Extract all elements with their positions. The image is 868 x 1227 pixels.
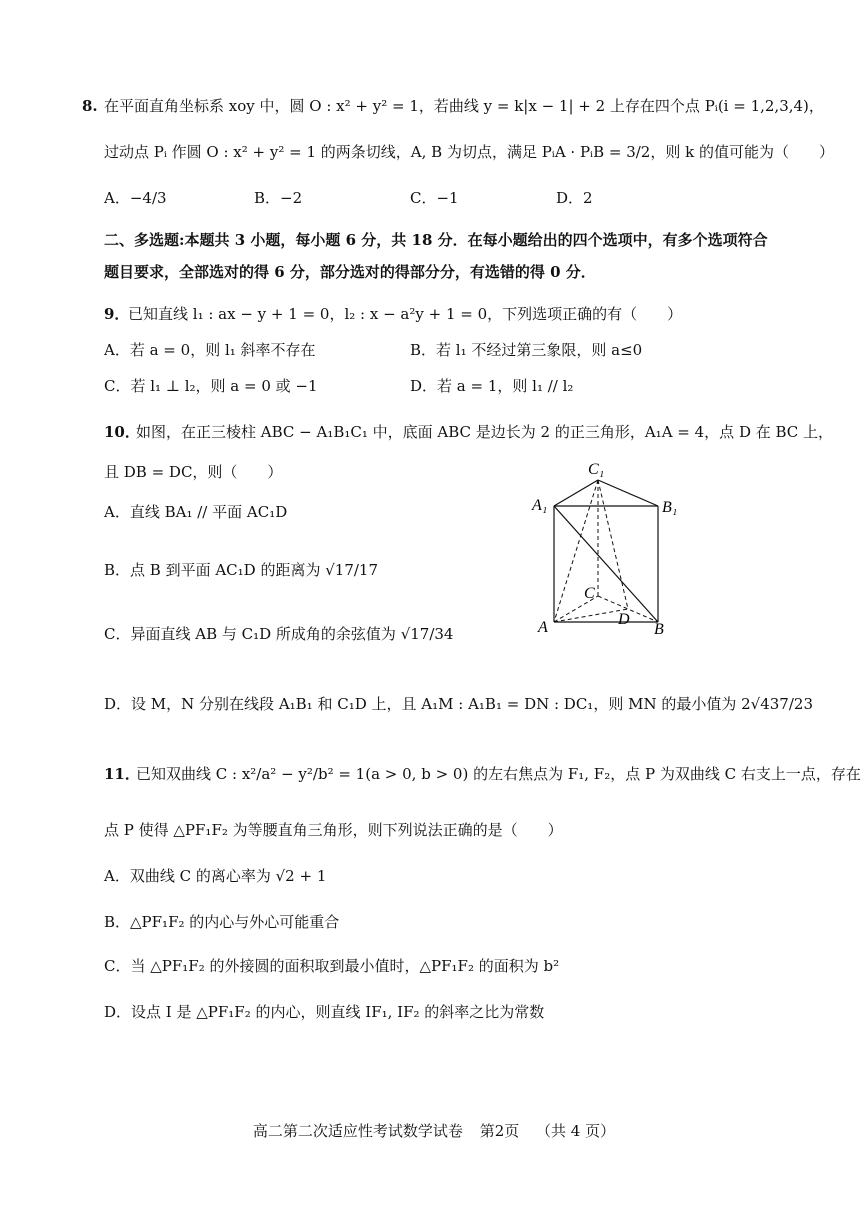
- label-a: A: [538, 619, 548, 636]
- q10-option-d: D．设 M，N 分别在线段 A₁B₁ 和 C₁D 上，且 A₁M : A₁B₁ = DN : DC₁，则 MN 的最小值为 2√437/23: [104, 695, 813, 713]
- footer-page: 第2页: [479, 1122, 520, 1140]
- q11-option-c: C．当 △PF₁F₂ 的外接圆的面积取到最小值时，△PF₁F₂ 的面积为 b²: [104, 957, 560, 975]
- q8-option-c: C．−1: [410, 189, 459, 207]
- q11-option-d: D．设点 I 是 △PF₁F₂ 的内心，则直线 IF₁, IF₂ 的斜率之比为常数: [104, 1003, 545, 1021]
- q11-number: 11．: [104, 765, 140, 783]
- q9-option-d: D．若 a = 1，则 l₁ // l₂: [410, 377, 574, 395]
- q10-stem-line1: 如图，在正三棱柱 ABC − A₁B₁C₁ 中，底面 ABC 是边长为 2 的正三角形，A₁A = 4，点 D 在 BC 上，: [136, 423, 834, 441]
- q11-stem-line2: 点 P 使得 △PF₁F₂ 为等腰直角三角形，则下列说法正确的是（ ）: [104, 821, 563, 839]
- section2-heading-line2: 题目要求，全部选对的得 6 分，部分选对的得部分分，有选错的得 0 分．: [104, 263, 596, 281]
- q11-option-a: A．双曲线 C 的离心率为 √2 + 1: [104, 867, 327, 885]
- q9-number: 9．: [104, 305, 130, 323]
- q8-number: 8.: [82, 97, 98, 115]
- q10-number: 10．: [104, 423, 140, 441]
- label-c1: C₁: [588, 461, 605, 478]
- q9-option-b: B．若 l₁ 不经过第三象限，则 a≤0: [410, 341, 643, 359]
- q8-option-a: A．−4/3: [104, 189, 167, 207]
- q8-option-d: D．2: [556, 189, 593, 207]
- q9-stem: 已知直线 l₁ : ax − y + 1 = 0，l₂ : x − a²y + 1 = 0，下列选项正确的有（ ）: [128, 305, 683, 323]
- q10-option-b: B．点 B 到平面 AC₁D 的距离为 √17/17: [104, 561, 379, 579]
- section2-heading-line1: 二、多选题:本题共 3 小题，每小题 6 分，共 18 分．在每小题给出的四个选项中，有多个选项符合: [104, 231, 768, 249]
- page-footer: [0, 1120, 868, 1141]
- label-a1: A₁: [532, 497, 548, 514]
- footer-total: （共 4 页）: [536, 1122, 616, 1140]
- q10-option-a: A．直线 BA₁ // 平面 AC₁D: [104, 503, 288, 521]
- label-c: C: [584, 585, 595, 602]
- q8-option-b: B．−2: [254, 189, 303, 207]
- q11-stem-line1: 已知双曲线 C : x²/a² − y²/b² = 1(a > 0, b > 0) 的左右焦点为 F₁, F₂，点 P 为双曲线 C 右支上一点，存在: [136, 765, 861, 783]
- q8-stem-line1: 在平面直角坐标系 xoy 中，圆 O : x² + y² = 1，若曲线 y = k|x − 1| + 2 上存在四个点 Pᵢ(i = 1,2,3,4)，: [104, 97, 824, 115]
- footer-title: 高二第二次适应性考试数学试卷: [252, 1122, 463, 1140]
- label-b: B: [654, 621, 664, 638]
- q9-option-a: A．若 a = 0，则 l₁ 斜率不存在: [104, 341, 316, 359]
- q10-stem-line2: 且 DB = DC，则（ ）: [104, 463, 283, 481]
- q8-stem-line2: 过动点 Pᵢ 作圆 O : x² + y² = 1 的两条切线，A, B 为切点，满足 PᵢA · PᵢB = 3/2，则 k 的值可能为（ ）: [104, 143, 834, 161]
- prism-figure: [526, 458, 686, 638]
- label-d: D: [618, 611, 630, 628]
- q11-option-b: B．△PF₁F₂ 的内心与外心可能重合: [104, 913, 340, 931]
- label-b1: B₁: [662, 499, 678, 516]
- q9-option-c: C．若 l₁ ⊥ l₂，则 a = 0 或 −1: [104, 377, 318, 395]
- q10-option-c: C．异面直线 AB 与 C₁D 所成角的余弦值为 √17/34: [104, 625, 454, 643]
